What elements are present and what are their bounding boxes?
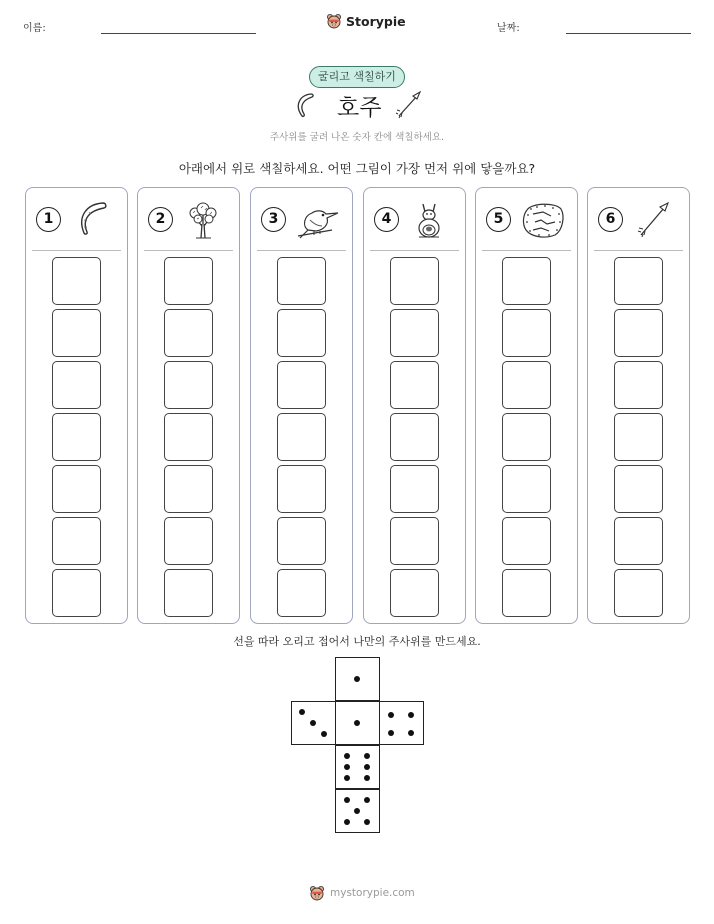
column-3 bbox=[250, 187, 353, 624]
pip bbox=[408, 730, 414, 736]
die-face-1 bbox=[335, 701, 380, 745]
number-badge: 4 bbox=[374, 207, 399, 232]
column-header bbox=[588, 188, 689, 251]
color-cell[interactable] bbox=[390, 309, 439, 357]
column-5 bbox=[475, 187, 578, 624]
color-cell[interactable] bbox=[277, 361, 326, 409]
color-cell[interactable] bbox=[390, 517, 439, 565]
header-divider bbox=[594, 250, 683, 251]
pip bbox=[344, 797, 350, 803]
color-cell[interactable] bbox=[52, 569, 101, 617]
color-cell[interactable] bbox=[164, 257, 213, 305]
pip bbox=[299, 709, 305, 715]
pip bbox=[388, 712, 394, 718]
color-cell[interactable] bbox=[614, 309, 663, 357]
color-cell[interactable] bbox=[502, 257, 551, 305]
color-cell[interactable] bbox=[390, 413, 439, 461]
arrow-title-icon bbox=[394, 90, 424, 120]
header-divider bbox=[482, 250, 571, 251]
column-header bbox=[26, 188, 127, 251]
column-header bbox=[251, 188, 352, 251]
color-cell[interactable] bbox=[502, 569, 551, 617]
spear-arrow-icon bbox=[633, 200, 673, 240]
boomerang-icon bbox=[71, 200, 111, 240]
tree-icon bbox=[183, 200, 223, 240]
column-2 bbox=[137, 187, 240, 624]
date-line bbox=[566, 33, 691, 34]
color-cell[interactable] bbox=[614, 465, 663, 513]
column-header bbox=[476, 188, 577, 251]
header-divider bbox=[370, 250, 459, 251]
color-cell[interactable] bbox=[502, 361, 551, 409]
date-label: 날짜: bbox=[497, 23, 520, 34]
pip bbox=[364, 797, 370, 803]
pip bbox=[344, 775, 350, 781]
color-cell[interactable] bbox=[614, 257, 663, 305]
header-divider bbox=[144, 250, 233, 251]
storypie-mascot-icon bbox=[309, 885, 325, 901]
color-cell[interactable] bbox=[52, 361, 101, 409]
column-header bbox=[364, 188, 465, 251]
dice-instruction: 선을 따라 오리고 접어서 나만의 주사위를 만드세요. bbox=[233, 635, 481, 648]
column-6 bbox=[587, 187, 690, 624]
color-cell[interactable] bbox=[390, 361, 439, 409]
color-cell[interactable] bbox=[277, 569, 326, 617]
pip bbox=[364, 753, 370, 759]
number-badge: 2 bbox=[148, 207, 173, 232]
kookaburra-icon bbox=[296, 200, 340, 240]
pip bbox=[364, 764, 370, 770]
pip bbox=[364, 775, 370, 781]
number-badge: 6 bbox=[598, 207, 623, 232]
pip bbox=[354, 808, 360, 814]
color-cell[interactable] bbox=[52, 257, 101, 305]
color-cell[interactable] bbox=[390, 569, 439, 617]
color-cell[interactable] bbox=[390, 257, 439, 305]
pip bbox=[344, 753, 350, 759]
die-face-6 bbox=[335, 745, 380, 789]
activity-pill: 굴리고 색칠하기 bbox=[309, 66, 405, 88]
logo-text: Storypie bbox=[346, 13, 406, 29]
color-cell[interactable] bbox=[277, 257, 326, 305]
column-4 bbox=[363, 187, 466, 624]
color-cell[interactable] bbox=[614, 361, 663, 409]
color-cell[interactable] bbox=[164, 361, 213, 409]
column-header bbox=[138, 188, 239, 251]
color-cell[interactable] bbox=[390, 465, 439, 513]
color-cell[interactable] bbox=[614, 569, 663, 617]
die-face-5 bbox=[335, 789, 380, 833]
color-cell[interactable] bbox=[164, 465, 213, 513]
die-face-1 bbox=[335, 657, 380, 701]
color-cell[interactable] bbox=[52, 309, 101, 357]
name-label: 이름: bbox=[23, 23, 46, 34]
header-divider bbox=[32, 250, 121, 251]
color-cell[interactable] bbox=[277, 413, 326, 461]
number-badge: 5 bbox=[486, 207, 511, 232]
kangaroo-icon bbox=[409, 200, 449, 240]
color-cell[interactable] bbox=[277, 309, 326, 357]
storypie-logo bbox=[326, 13, 406, 29]
number-badge: 1 bbox=[36, 207, 61, 232]
footer bbox=[309, 885, 415, 901]
subtitle: 주사위를 굴려 나온 숫자 칸에 색칠하세요. bbox=[269, 132, 445, 143]
footer-url[interactable]: mystorypie.com bbox=[330, 887, 415, 899]
pip bbox=[364, 819, 370, 825]
pip bbox=[321, 731, 327, 737]
color-cell[interactable] bbox=[164, 413, 213, 461]
color-cell[interactable] bbox=[164, 517, 213, 565]
color-cell[interactable] bbox=[614, 413, 663, 461]
pip bbox=[310, 720, 316, 726]
die-face-3 bbox=[291, 701, 336, 745]
column-1 bbox=[25, 187, 128, 624]
color-cell[interactable] bbox=[502, 309, 551, 357]
color-cell[interactable] bbox=[277, 465, 326, 513]
pip bbox=[354, 720, 360, 726]
color-cell[interactable] bbox=[52, 465, 101, 513]
color-cell[interactable] bbox=[164, 569, 213, 617]
number-badge: 3 bbox=[261, 207, 286, 232]
color-cell[interactable] bbox=[502, 413, 551, 461]
pip bbox=[344, 764, 350, 770]
color-cell[interactable] bbox=[502, 465, 551, 513]
color-cell[interactable] bbox=[52, 517, 101, 565]
page-title: 호주 bbox=[337, 95, 382, 121]
question: 아래에서 위로 색칠하세요. 어떤 그림이 가장 먼저 위에 닿을까요? bbox=[178, 161, 536, 176]
boomerang-title-icon bbox=[292, 91, 320, 119]
color-cell[interactable] bbox=[502, 517, 551, 565]
storypie-mascot-icon bbox=[326, 13, 342, 29]
pip bbox=[354, 676, 360, 682]
color-cell[interactable] bbox=[52, 413, 101, 461]
die-face-4 bbox=[379, 701, 424, 745]
color-cell[interactable] bbox=[277, 517, 326, 565]
pip bbox=[388, 730, 394, 736]
header-divider bbox=[257, 250, 346, 251]
pip bbox=[408, 712, 414, 718]
aboriginal-art-stone-icon bbox=[521, 200, 565, 240]
pip bbox=[344, 819, 350, 825]
color-cell[interactable] bbox=[164, 309, 213, 357]
color-cell[interactable] bbox=[614, 517, 663, 565]
name-line bbox=[101, 33, 256, 34]
